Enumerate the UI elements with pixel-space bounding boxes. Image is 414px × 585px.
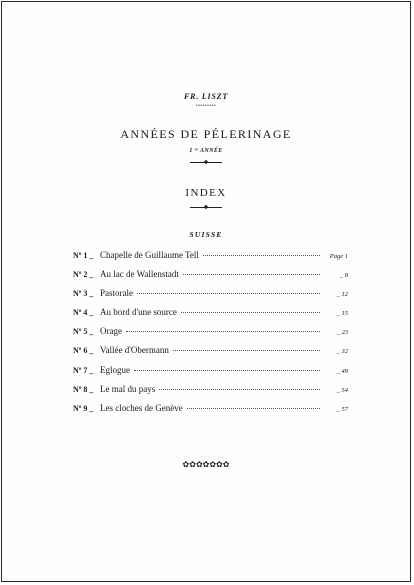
entry-page: _ 49 xyxy=(336,367,348,375)
toc-entry[interactable] xyxy=(73,403,348,422)
entry-title: Pastorale xyxy=(100,288,133,299)
dot-leader xyxy=(137,293,320,294)
entry-title: Vallée d'Obermann xyxy=(100,345,169,356)
dot-leader xyxy=(159,389,320,390)
index-title: INDEX xyxy=(185,187,227,199)
entry-page: _ 54 xyxy=(336,386,348,394)
entry-number: Nº 5 _ xyxy=(73,327,94,337)
composer-underline-dots: ••••••••• xyxy=(195,104,217,109)
entry-title: Au bord d'une source xyxy=(100,307,177,318)
entry-title: Le mal du pays xyxy=(100,383,156,394)
entry-number: Nº 1 _ xyxy=(73,251,94,260)
entry-number: Nº 8 _ xyxy=(73,384,94,394)
toc-entry[interactable] xyxy=(73,326,348,345)
work-title: ANNÉES DE PÉLERINAGE xyxy=(120,127,292,141)
toc-entry[interactable] xyxy=(73,307,348,326)
entry-page: _ 23 xyxy=(336,329,348,337)
entry-number: Nº 4 _ xyxy=(73,308,94,318)
entry-title: Eglogue xyxy=(100,364,130,375)
dot-leader xyxy=(181,312,320,313)
toc-entry[interactable] xyxy=(73,250,348,269)
dot-leader xyxy=(187,408,320,409)
entry-page: _ 15 xyxy=(336,310,348,318)
entry-number: Nº 2 _ xyxy=(73,270,94,280)
entry-page: _ 12 xyxy=(336,291,348,299)
entry-number: Nº 6 _ xyxy=(73,346,94,356)
entry-page: Page 1 xyxy=(329,253,348,260)
entry-title: Chapelle de Guillaume Tell xyxy=(100,250,199,260)
dot-leader xyxy=(203,255,320,256)
entry-page: _ 32 xyxy=(336,348,348,356)
toc-entry[interactable] xyxy=(73,345,348,364)
ornamental-rule xyxy=(190,204,222,210)
year-label: 1 ʳᵉ ANNÉE xyxy=(189,148,223,154)
entry-page: _ 8 xyxy=(339,272,348,280)
composer-name: FR. LISZT xyxy=(183,92,229,101)
page-frame xyxy=(1,1,411,582)
toc-entry[interactable] xyxy=(73,384,348,403)
toc-entry[interactable] xyxy=(73,269,348,288)
ornamental-rule xyxy=(190,159,222,165)
section-title: SUISSE xyxy=(189,230,223,239)
table-of-contents xyxy=(73,250,348,422)
entry-page: _ 57 xyxy=(336,405,348,413)
entry-title: Au lac de Wallenstadt xyxy=(100,269,179,280)
entry-title: Les cloches de Genève xyxy=(100,402,183,413)
dot-leader xyxy=(126,331,320,332)
dot-leader xyxy=(134,370,320,371)
entry-number: Nº 7 _ xyxy=(73,365,94,375)
footer-ornament: ✿✿✿✿✿✿✿ xyxy=(182,460,230,469)
dot-leader xyxy=(173,350,320,351)
dot-leader xyxy=(183,274,320,275)
toc-entry[interactable] xyxy=(73,365,348,384)
entry-number: Nº 9 _ xyxy=(73,403,94,413)
toc-entry[interactable] xyxy=(73,288,348,307)
entry-title: Orage xyxy=(100,326,122,337)
entry-number: Nº 3 _ xyxy=(73,289,94,299)
